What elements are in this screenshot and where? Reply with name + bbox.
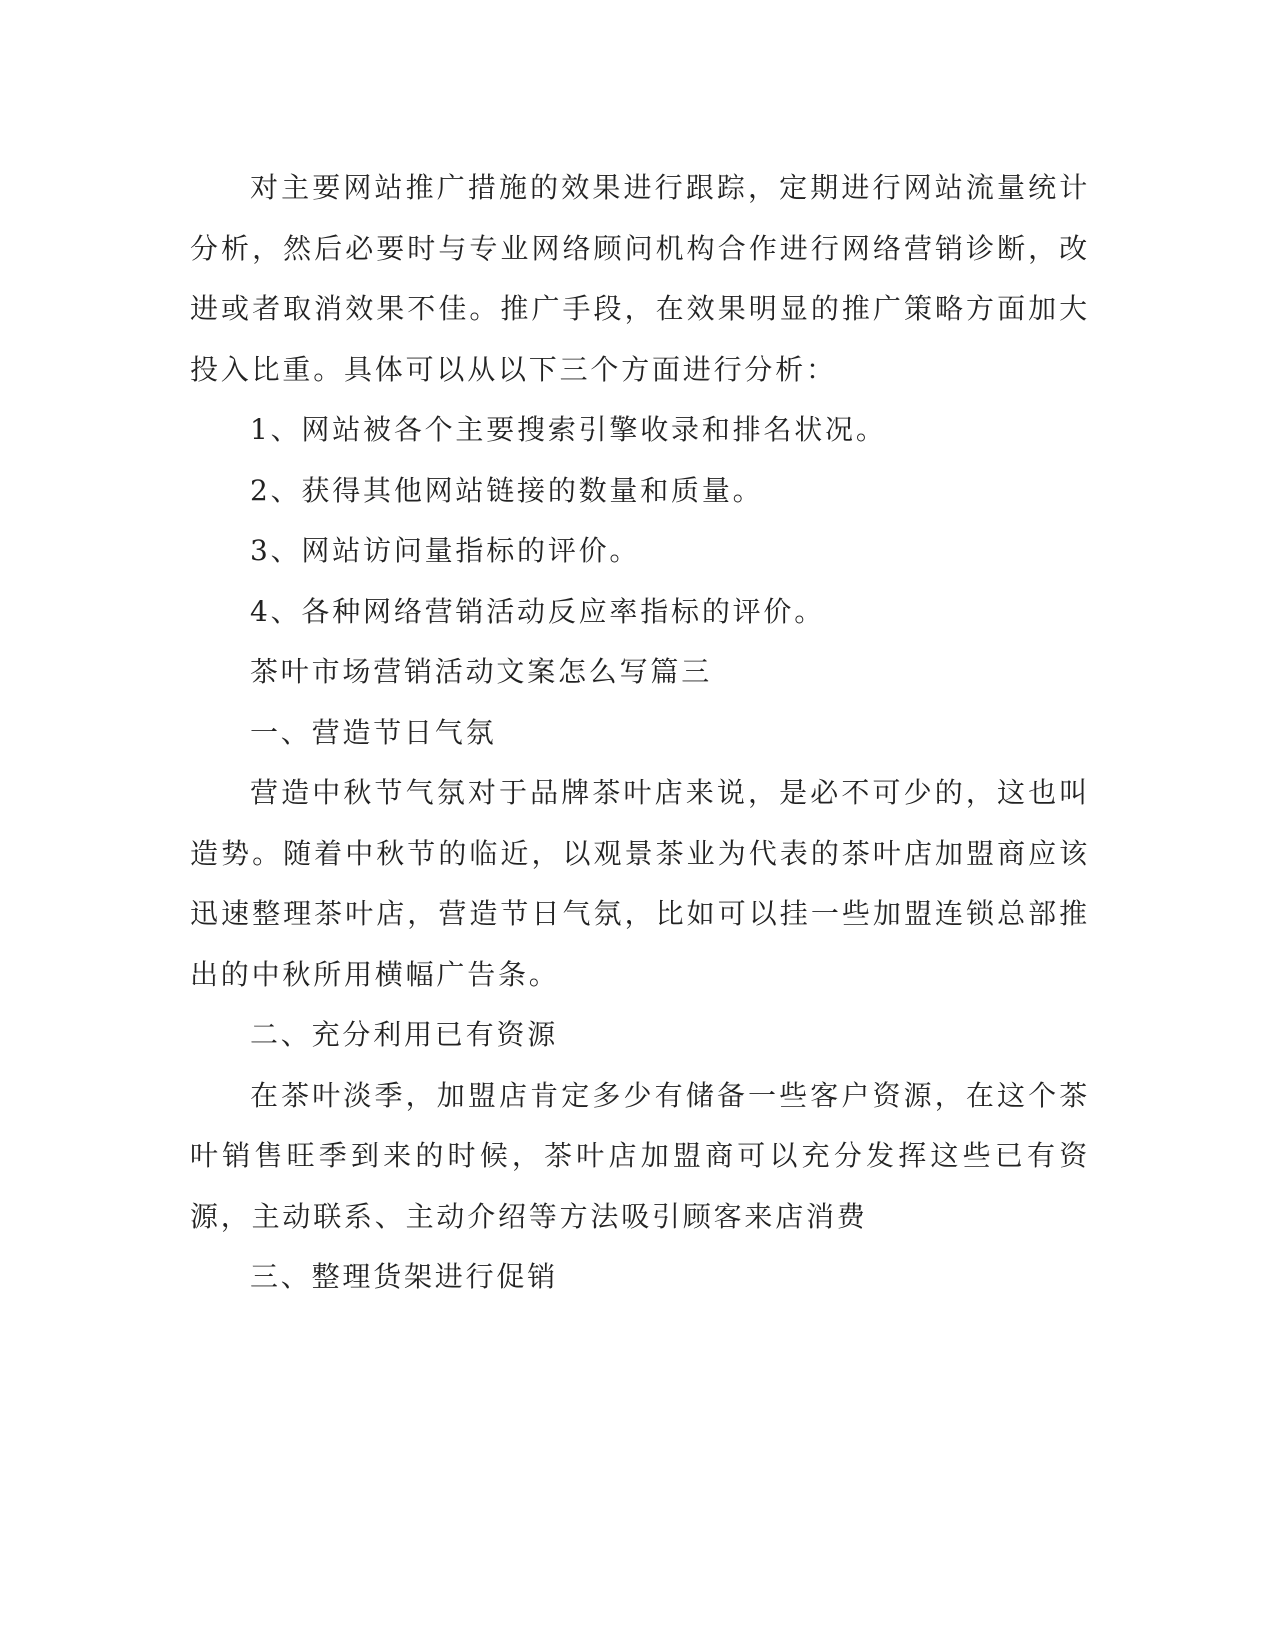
list-item-search-engine: 1、网站被各个主要搜索引擎收录和排名状况。 [250,413,887,446]
heading-festive-atmosphere: 一、营造节日气氛 [250,715,497,749]
paragraph-tracking-analysis: 对主要网站推广措施的效果进行跟踪，定期进行网站流量统计分析，然后必要时与专业网络顾问机构合作进行网络营销诊断，改进或者取消效果不佳。推广手段，在效果明显的推广策略方面加大投入比重。具体可以从以下三个方面进行分析： [190,171,1090,386]
section-title: 茶叶市场营销活动文案怎么写篇三 [250,655,713,688]
heading-shelf-promotion: 三、整理货架进行促销 [250,1260,559,1293]
paragraph-existing-resources: 在茶叶淡季，加盟店肯定多少有储备一些客户资源，在这个茶叶销售旺季到来的时候，茶叶店加盟商可以充分发挥这些已有资源，主动联系、主动介绍等方法吸引顾客来店消费 [190,1078,1090,1233]
list-item-traffic: 3、网站访问量指标的评价。 [250,534,641,567]
list-item-backlinks: 2、获得其他网站链接的数量和质量。 [250,473,764,507]
heading-existing-resources: 二、充分利用已有资源 [250,1018,559,1051]
paragraph-festive-atmosphere: 营造中秋节气氛对于品牌茶叶店来说，是必不可少的，这也叫造势。随着中秋节的临近，以观景茶业为代表的茶叶店加盟商应该迅速整理茶叶店，营造节日气氛，比如可以挂一些加盟连锁总部推出的中秋所用横幅广告条。 [190,776,1090,991]
list-item-response-rate: 4、各种网络营销活动反应率指标的评价。 [250,594,826,628]
document-body [190,158,1090,1308]
